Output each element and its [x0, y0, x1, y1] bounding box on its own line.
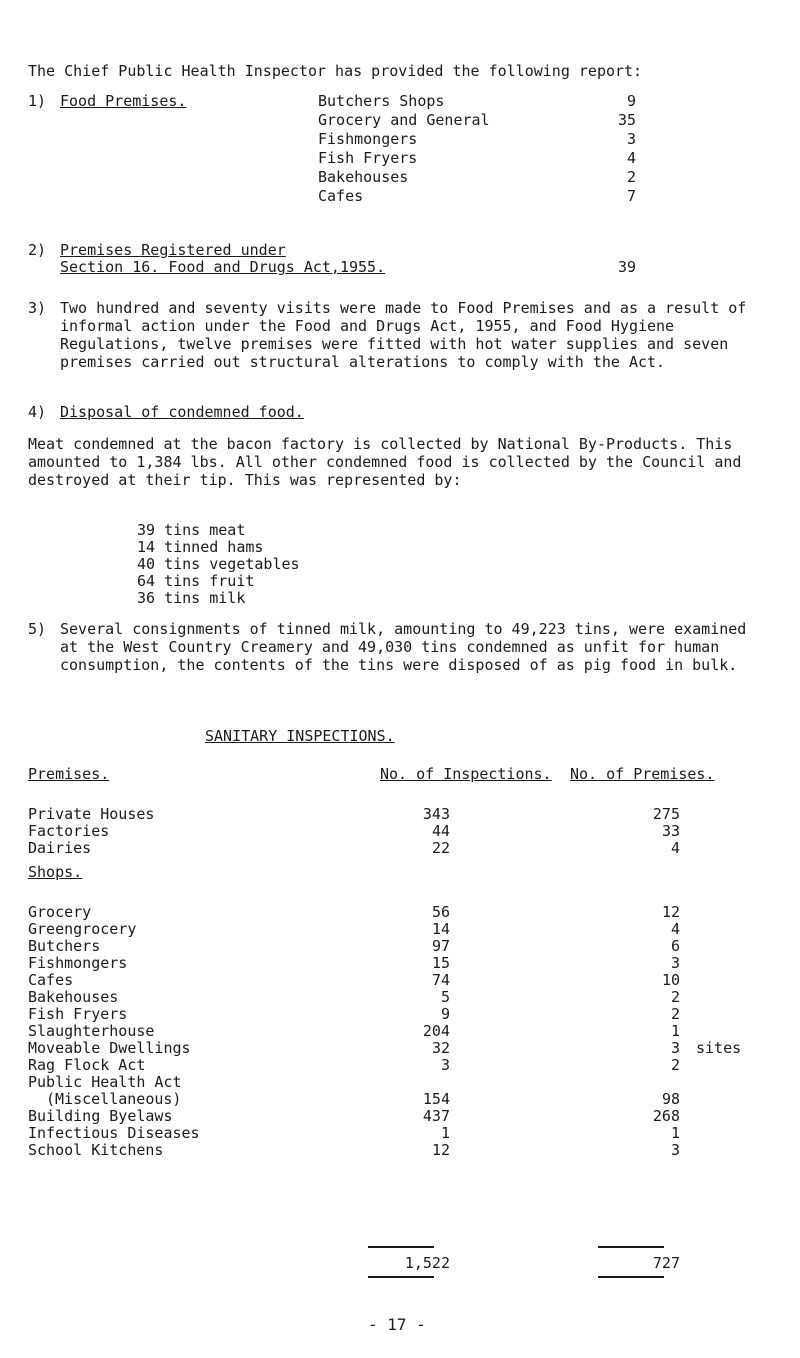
food-premises-value: 2 [626, 168, 636, 186]
inspection-row-label: Factories [28, 822, 110, 840]
food-premises-label: Fishmongers [318, 130, 418, 148]
section-3-number: 3) [28, 299, 47, 317]
column-header-no-premises: No. of Premises. [570, 765, 715, 783]
total-premises: 727 [652, 1254, 680, 1272]
food-premises-value: 9 [626, 92, 636, 110]
inspection-row-premises: 1 [670, 1022, 680, 1040]
inspection-row-label: Grocery [28, 903, 92, 921]
inspection-row-label: Public Health Act [28, 1073, 182, 1091]
inspection-row-premises: 3 [670, 1039, 680, 1057]
inspection-row-inspections: 97 [431, 937, 450, 955]
section-4-heading: Disposal of condemned food. [60, 403, 304, 421]
inspection-row-premises: 2 [670, 1056, 680, 1074]
inspection-row-inspections: 44 [431, 822, 450, 840]
inspection-row-label: Bakehouses [28, 988, 119, 1006]
inspection-row-premises: 3 [670, 1141, 680, 1159]
shops-heading: Shops. [28, 863, 83, 881]
inspection-row-inspections: 3 [440, 1056, 450, 1074]
total-rule-top-premises [598, 1246, 664, 1248]
inspection-row-premises: 3 [670, 954, 680, 972]
inspection-row-inspections: 204 [422, 1022, 450, 1040]
inspection-row-inspections: 154 [422, 1090, 450, 1108]
inspection-row-premises: 4 [670, 920, 680, 938]
inspection-row-inspections: 12 [431, 1141, 450, 1159]
section-1-number: 1) [28, 92, 47, 110]
inspection-row-note: sites [696, 1039, 742, 1057]
condemned-item: 36 tins milk [137, 589, 246, 607]
inspection-row-label: Rag Flock Act [28, 1056, 146, 1074]
inspection-row-label: Infectious Diseases [28, 1124, 200, 1142]
condemned-item: 40 tins vegetables [137, 555, 300, 573]
inspection-row-premises: 33 [661, 822, 680, 840]
food-premises-value: 4 [626, 149, 636, 167]
total-rule-top-inspections [368, 1246, 434, 1248]
inspection-row-premises: 2 [670, 1005, 680, 1023]
condemned-item: 39 tins meat [137, 521, 246, 539]
inspection-row-premises: 1 [670, 1124, 680, 1142]
food-premises-label: Cafes [318, 187, 364, 205]
inspection-row-label: (Miscellaneous) [46, 1090, 182, 1108]
inspection-row-inspections: 9 [440, 1005, 450, 1023]
inspection-row-label: Fish Fryers [28, 1005, 128, 1023]
section-2-line1: Premises Registered under [60, 241, 286, 259]
inspection-row-premises: 10 [661, 971, 680, 989]
section-4-text: Meat condemned at the bacon factory is collected by National By-Products. This amounted to 1,384 lbs. All other condemned food is collected by the Council and destroyed at their tip. This was represented by: [28, 435, 742, 489]
inspection-row-label: Dairies [28, 839, 92, 857]
inspection-row-inspections: 14 [431, 920, 450, 938]
section-4-number: 4) [28, 403, 47, 421]
inspection-row-label: Moveable Dwellings [28, 1039, 191, 1057]
condemned-item: 64 tins fruit [137, 572, 255, 590]
food-premises-value: 3 [626, 130, 636, 148]
inspection-row-inspections: 15 [431, 954, 450, 972]
section-5-number: 5) [28, 620, 47, 638]
page-number: - 17 - [368, 1315, 426, 1334]
inspection-row-inspections: 5 [440, 988, 450, 1006]
condemned-item: 14 tinned hams [137, 538, 264, 556]
inspection-row-label: Slaughterhouse [28, 1022, 155, 1040]
intro-text: The Chief Public Health Inspector has provided the following report: [28, 62, 643, 80]
section-2-value: 39 [617, 258, 636, 276]
sanitary-title: SANITARY INSPECTIONS. [205, 727, 395, 745]
section-1-heading: Food Premises. [60, 92, 187, 110]
inspection-row-label: Cafes [28, 971, 74, 989]
inspection-row-premises: 4 [670, 839, 680, 857]
inspection-row-label: Butchers [28, 937, 101, 955]
column-header-inspections: No. of Inspections. [380, 765, 552, 783]
inspection-row-premises: 2 [670, 988, 680, 1006]
inspection-row-premises: 12 [661, 903, 680, 921]
total-rule-bottom-premises [598, 1276, 664, 1278]
food-premises-label: Grocery and General [318, 111, 490, 129]
section-5-text: Several consignments of tinned milk, amounting to 49,223 tins, were examined at the West Country Creamery and 49,030 tins condemned as unfit for human consumption, the contents of the tins were disposed of as pig food in bulk. [60, 620, 747, 674]
inspection-row-inspections: 56 [431, 903, 450, 921]
inspection-row-inspections: 22 [431, 839, 450, 857]
inspection-row-inspections: 343 [422, 805, 450, 823]
food-premises-label: Butchers Shops [318, 92, 445, 110]
section-3-text: Two hundred and seventy visits were made to Food Premises and as a result of informal action under the Food and Drugs Act, 1955, and Food Hygiene Regulations, twelve premises were fitted with hot water supplies and seven premises carried out structural alterations to comply with the Act. [60, 299, 747, 371]
inspection-row-label: Fishmongers [28, 954, 128, 972]
inspection-row-premises: 6 [670, 937, 680, 955]
inspection-row-inspections: 1 [440, 1124, 450, 1142]
inspection-row-inspections: 437 [422, 1107, 450, 1125]
inspection-row-label: School Kitchens [28, 1141, 164, 1159]
inspection-row-inspections: 74 [431, 971, 450, 989]
inspection-row-premises: 98 [661, 1090, 680, 1108]
inspection-row-label: Greengrocery [28, 920, 137, 938]
total-inspections: 1,522 [404, 1254, 450, 1272]
inspection-row-premises: 275 [652, 805, 680, 823]
total-rule-bottom-inspections [368, 1276, 434, 1278]
inspection-row-label: Building Byelaws [28, 1107, 173, 1125]
inspection-row-inspections: 32 [431, 1039, 450, 1057]
food-premises-value: 35 [617, 111, 636, 129]
section-2-number: 2) [28, 241, 47, 259]
food-premises-label: Fish Fryers [318, 149, 418, 167]
inspection-row-premises: 268 [652, 1107, 680, 1125]
food-premises-value: 7 [626, 187, 636, 205]
food-premises-label: Bakehouses [318, 168, 409, 186]
inspection-row-label: Private Houses [28, 805, 155, 823]
column-header-premises: Premises. [28, 765, 110, 783]
section-2-line2: Section 16. Food and Drugs Act,1955. [60, 258, 386, 276]
